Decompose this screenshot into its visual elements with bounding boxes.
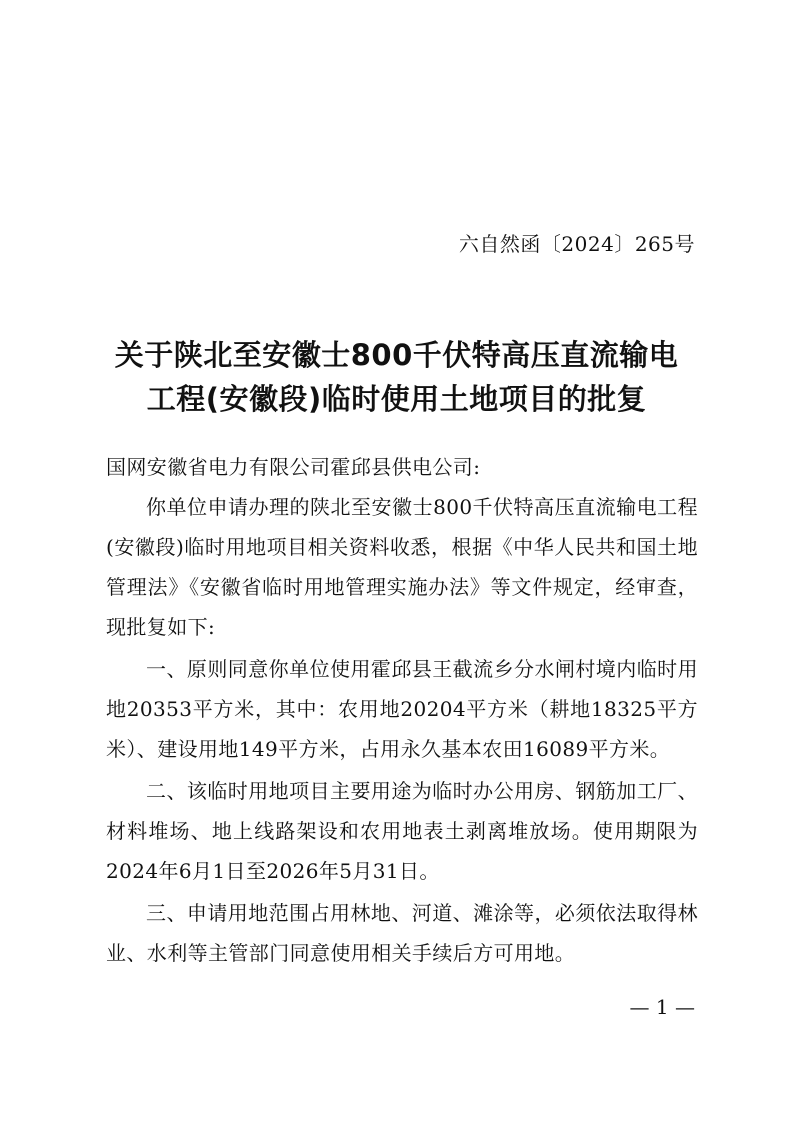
paragraph-intro: 你单位申请办理的陕北至安徽士800千伏特高压直流输电工程(安徽段)临时用地项目相关资料收悉，根据《中华人民共和国土地管理法》《安徽省临时用地管理实施办法》等文件规定，经审查，现批复如下: <box>106 495 698 639</box>
document-number: 六自然函〔2024〕265号 <box>458 232 695 256</box>
paragraph-item-3: 三、申请用地范围占用林地、河道、滩涂等，必须依法取得林业、水利等主管部门同意使用相关手续后方可用地。 <box>106 901 698 965</box>
page-number: — 1 — <box>629 995 695 1019</box>
document-title <box>90 333 703 421</box>
title-line-1: 关于陕北至安徽士800千伏特高压直流输电 <box>114 338 679 372</box>
paragraph-item-2: 二、该临时用地项目主要用途为临时办公用房、钢筋加工厂、材料堆场、地上线路架设和农用地表土剥离堆放场。使用期限为2024年6月1日至2026年5月31日。 <box>106 779 698 883</box>
title-line-2: 工程(安徽段)临时使用土地项目的批复 <box>146 382 647 416</box>
document-body <box>106 447 698 973</box>
paragraph-item-1: 一、原则同意你单位使用霍邱县王截流乡分水闸村境内临时用地20353平方米，其中：农用地20204平方米（耕地18325平方米）、建设用地149平方米，占用永久基本农田16089平方米。 <box>106 657 698 761</box>
addressee: 国网安徽省电力有限公司霍邱县供电公司: <box>106 455 481 479</box>
